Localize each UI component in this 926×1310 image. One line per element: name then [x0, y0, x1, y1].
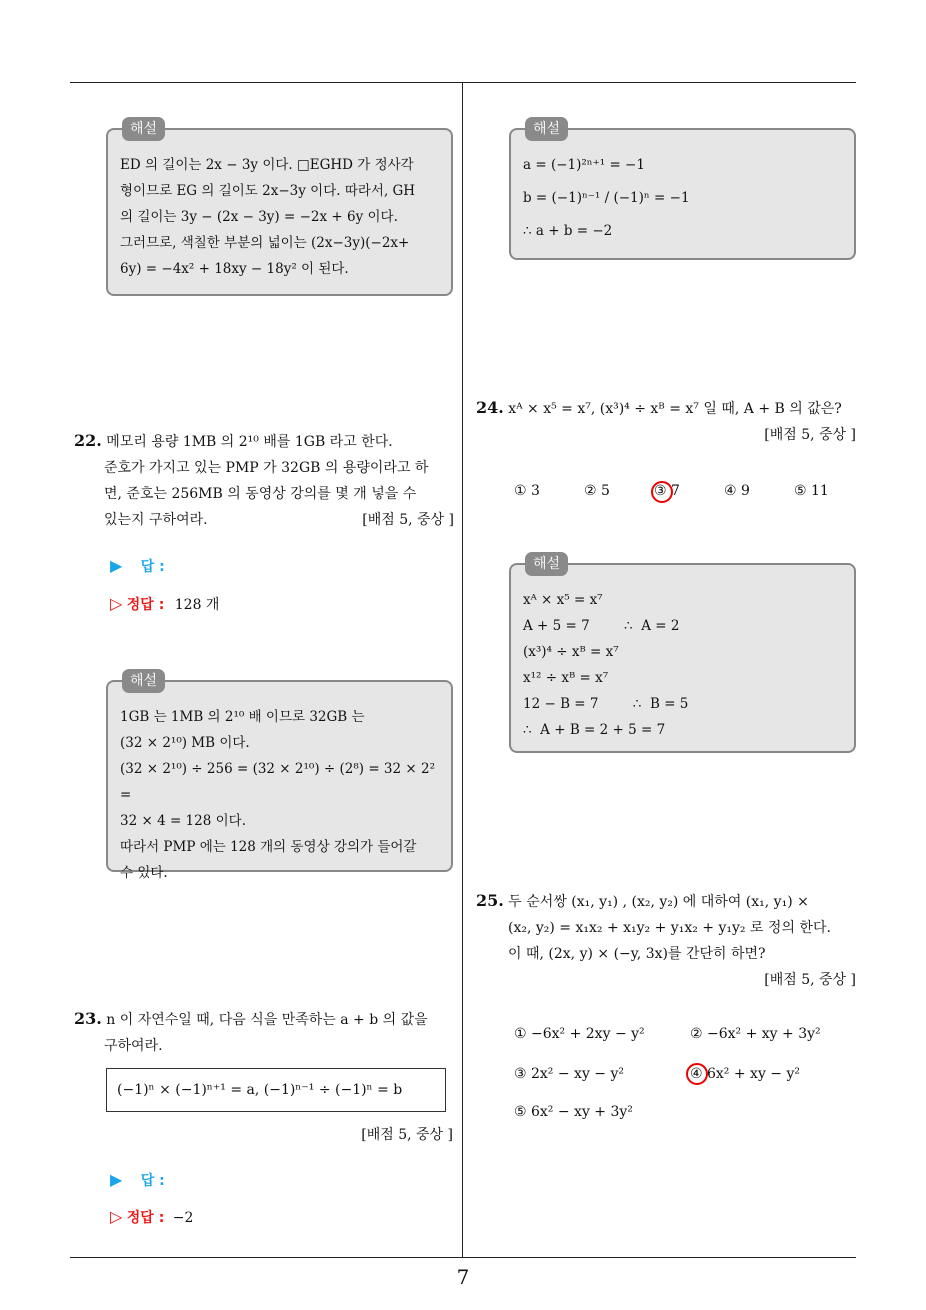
bottom-rule: [70, 1257, 856, 1258]
choice-2[interactable]: ② 5: [584, 483, 610, 499]
formula-box: (−1)ⁿ × (−1)ⁿ⁺¹ = a, (−1)ⁿ⁻¹ ÷ (−1)ⁿ = b: [106, 1068, 446, 1112]
question-text: n 이 자연수일 때, 다음 식을 만족하는 a + b 의 값을: [106, 1012, 428, 1028]
solution-21-box: [106, 121, 453, 296]
solution-line: x¹² ÷ xᴮ = x⁷: [523, 670, 609, 686]
solution-line: 그러므로, 색칠한 부분의 넓이는 (2x−3y)(−2x+: [120, 235, 410, 251]
answer-label: 답 :: [140, 1173, 165, 1189]
question-text: 있는지 구하여라.: [104, 512, 208, 528]
solution-line: b = (−1)ⁿ⁻¹ / (−1)ⁿ = −1: [523, 190, 690, 206]
choice-4[interactable]: ④ 9: [724, 483, 750, 499]
choice-1[interactable]: ① 3: [514, 483, 540, 499]
choice-5[interactable]: ⑤ 11: [794, 483, 829, 499]
solution-line: ∴ A + B = 2 + 5 = 7: [523, 722, 666, 738]
solution-line: 수 있다.: [120, 865, 168, 881]
question-text: 구하여라.: [104, 1038, 163, 1054]
question-text: 메모리 용량 1MB 의 2¹⁰ 배를 1GB 라고 한다.: [106, 434, 393, 450]
question-text: xᴬ × x⁵ = x⁷, (x³)⁴ ÷ xᴮ = x⁷ 일 때, A + B 의 값은?: [508, 401, 842, 417]
solution-line: ∴ a + b = −2: [523, 223, 613, 239]
solution-line: 12 − B = 7 ∴ B = 5: [523, 696, 689, 712]
solution-tag: 해설: [122, 669, 165, 693]
choice-1[interactable]: ① −6x² + 2xy − y²: [514, 1026, 645, 1042]
solution-line: a = (−1)²ⁿ⁺¹ = −1: [523, 157, 645, 173]
correct-label: 정답 :: [126, 1210, 165, 1226]
correct-label: 정답 :: [126, 597, 165, 613]
solution-tag: 해설: [122, 117, 165, 141]
solution-line: 32 × 4 = 128 이다.: [120, 813, 246, 829]
solution-tag: 해설: [525, 117, 568, 141]
solution-line: 의 길이는 3y − (2x − 3y) = −2x + 6y 이다.: [120, 209, 398, 225]
question-number: 24.: [476, 398, 504, 417]
column-divider: [462, 83, 463, 1257]
question-text: 면, 준호는 256MB 의 동영상 강의를 몇 개 넣을 수: [104, 486, 417, 502]
solution-line: (32 × 2¹⁰) MB 이다.: [120, 735, 250, 751]
question-text: 이 때, (2x, y) × (−y, 3x)를 간단히 하면?: [508, 946, 766, 962]
solution-22-box: [106, 673, 453, 881]
choice-5[interactable]: ⑤ 6x² − xy + 3y²: [514, 1104, 633, 1120]
question-24: [476, 395, 856, 448]
correct-value: 128 개: [174, 597, 220, 613]
score-label: [배점 5, 중상 ]: [361, 1127, 453, 1143]
question-text: 두 순서쌍 (x₁, y₁) , (x₂, y₂) 에 대하여 (x₁, y₁) ×: [508, 894, 809, 910]
outline-play-icon: ▷: [110, 1207, 123, 1226]
score-label: [배점 5, 중상 ]: [764, 972, 856, 988]
question-25: [476, 888, 856, 993]
correct-answer-row: [110, 594, 219, 614]
marked-answer-circle: [686, 1063, 708, 1085]
answer-row: [110, 556, 165, 576]
answer-row: [110, 1170, 165, 1190]
correct-value: −2: [172, 1210, 194, 1226]
question-number: 23.: [74, 1009, 102, 1028]
top-rule: [70, 82, 856, 83]
solution-line: 따라서 PMP 에는 128 개의 동영상 강의가 들어갈: [120, 839, 417, 855]
solution-line: xᴬ × x⁵ = x⁷: [523, 592, 603, 608]
solution-23-box: [509, 121, 856, 260]
solution-line: (x³)⁴ ÷ xᴮ = x⁷: [523, 644, 619, 660]
answer-label: 답 :: [140, 559, 165, 575]
choices-25: [514, 1026, 854, 1126]
outline-play-icon: ▷: [110, 594, 123, 613]
score-label: [배점 5, 중상 ]: [764, 427, 856, 443]
question-text: 준호가 가지고 있는 PMP 가 32GB 의 용량이라고 하: [104, 460, 429, 476]
page-number: 7: [456, 1265, 470, 1289]
question-22: [74, 428, 454, 533]
choice-3[interactable]: ③ 2x² − xy − y²: [514, 1066, 625, 1082]
question-23: [74, 1006, 454, 1059]
question-number: 22.: [74, 431, 102, 450]
solution-24-box: [509, 556, 856, 753]
question-number: 25.: [476, 891, 504, 910]
choice-2[interactable]: ② −6x² + xy + 3y²: [690, 1026, 821, 1042]
question-text: (x₂, y₂) = x₁x₂ + x₁y₂ + y₁x₂ + y₁y₂ 로 정의 한다.: [508, 920, 831, 936]
solution-tag: 해설: [525, 552, 568, 576]
choice-4[interactable]: ④ 6x² + xy − y²: [690, 1066, 801, 1082]
solution-line: A + 5 = 7 ∴ A = 2: [523, 618, 680, 634]
solution-line: 형이므로 EG 의 길이도 2x−3y 이다. 따라서, GH: [120, 183, 416, 199]
solution-line: 6y) = −4x² + 18xy − 18y² 이 된다.: [120, 261, 349, 277]
solution-line: 1GB 는 1MB 의 2¹⁰ 배 이므로 32GB 는: [120, 709, 365, 725]
correct-answer-row: [110, 1207, 193, 1227]
marked-answer-circle: [651, 481, 673, 503]
choice-3[interactable]: ③ 7: [654, 483, 680, 499]
play-icon: ▶: [110, 556, 123, 575]
play-icon: ▶: [110, 1170, 123, 1189]
score-label: [배점 5, 중상 ]: [362, 512, 454, 528]
solution-line: (32 × 2¹⁰) ÷ 256 = (32 × 2¹⁰) ÷ (2⁸) = 32 × 2² =: [120, 761, 435, 803]
solution-line: ED 의 길이는 2x − 3y 이다. □EGHD 가 정사각: [120, 157, 414, 173]
